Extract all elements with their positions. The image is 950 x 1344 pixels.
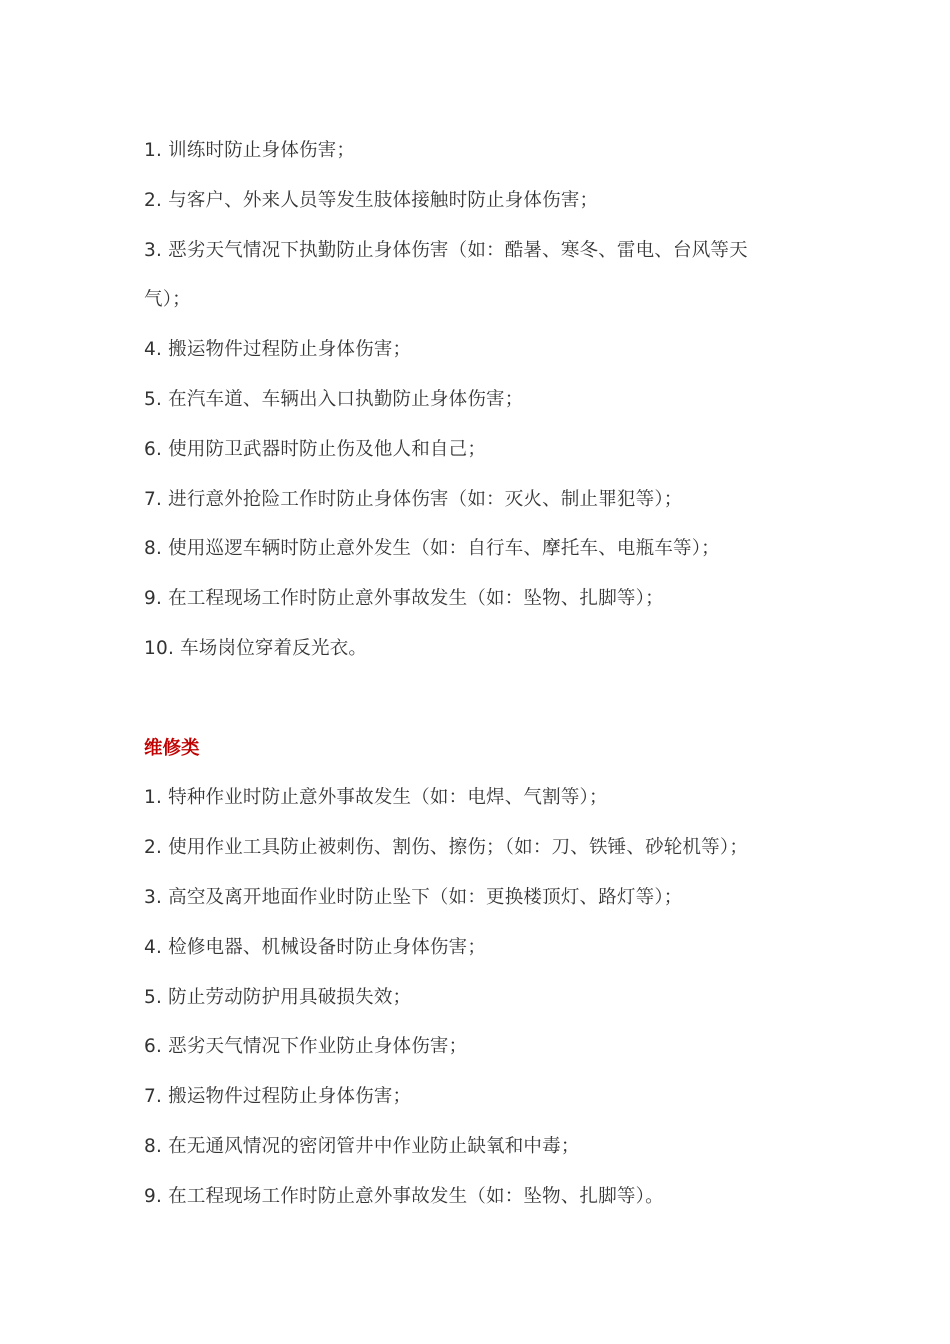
document-content [144,126,814,1222]
list-item: 2. 使用作业工具防止被刺伤、割伤、擦伤；（如：刀、铁锤、砂轮机等）； [144,837,749,859]
security-list [144,126,814,674]
section-spacer [144,674,814,724]
list-item: 5. 在汽车道、车辆出入口执勤防止身体伤害； [144,388,524,410]
list-item: 8. 使用巡逻车辆时防止意外发生（如：自行车、摩托车、电瓶车等）； [144,538,720,560]
list-item: 3. 高空及离开地面作业时防止坠下（如：更换楼顶灯、路灯等）； [144,886,683,908]
list-item: 9. 在工程现场工作时防止意外事故发生（如：坠物、扎脚等）； [144,588,664,610]
maintenance-list [144,773,814,1221]
list-item-continuation: 气）； [144,289,191,311]
list-item: 4. 检修电器、机械设备时防止身体伤害； [144,936,487,958]
list-item: 7. 搬运物件过程防止身体伤害； [144,1086,412,1108]
list-item: 3. 恶劣天气情况下执勤防止身体伤害（如：酷暑、寒冬、雷电、台风等天 [144,239,748,261]
list-item: 10. 车场岗位穿着反光衣。 [144,637,368,659]
list-item: 2. 与客户、外来人员等发生肢体接触时防止身体伤害； [144,189,599,211]
list-item: 7. 进行意外抢险工作时防止身体伤害（如：灭火、制止罪犯等）； [144,488,683,510]
list-item: 1. 训练时防止身体伤害； [144,140,356,161]
list-item: 8. 在无通风情况的密闭管井中作业防止缺氧和中毒； [144,1135,580,1157]
list-item: 4. 搬运物件过程防止身体伤害； [144,339,412,361]
list-item: 9. 在工程现场工作时防止意外事故发生（如：坠物、扎脚等）。 [144,1185,664,1207]
list-item: 6. 恶劣天气情况下作业防止身体伤害； [144,1036,468,1058]
list-item: 5. 防止劳动防护用具破损失效； [144,986,412,1008]
list-item: 1. 特种作业时防止意外事故发生（如：电焊、气割等）； [144,787,608,809]
section-title-maintenance: 维修类 [144,737,200,759]
list-item: 6. 使用防卫武器时防止伤及他人和自己； [144,438,487,460]
